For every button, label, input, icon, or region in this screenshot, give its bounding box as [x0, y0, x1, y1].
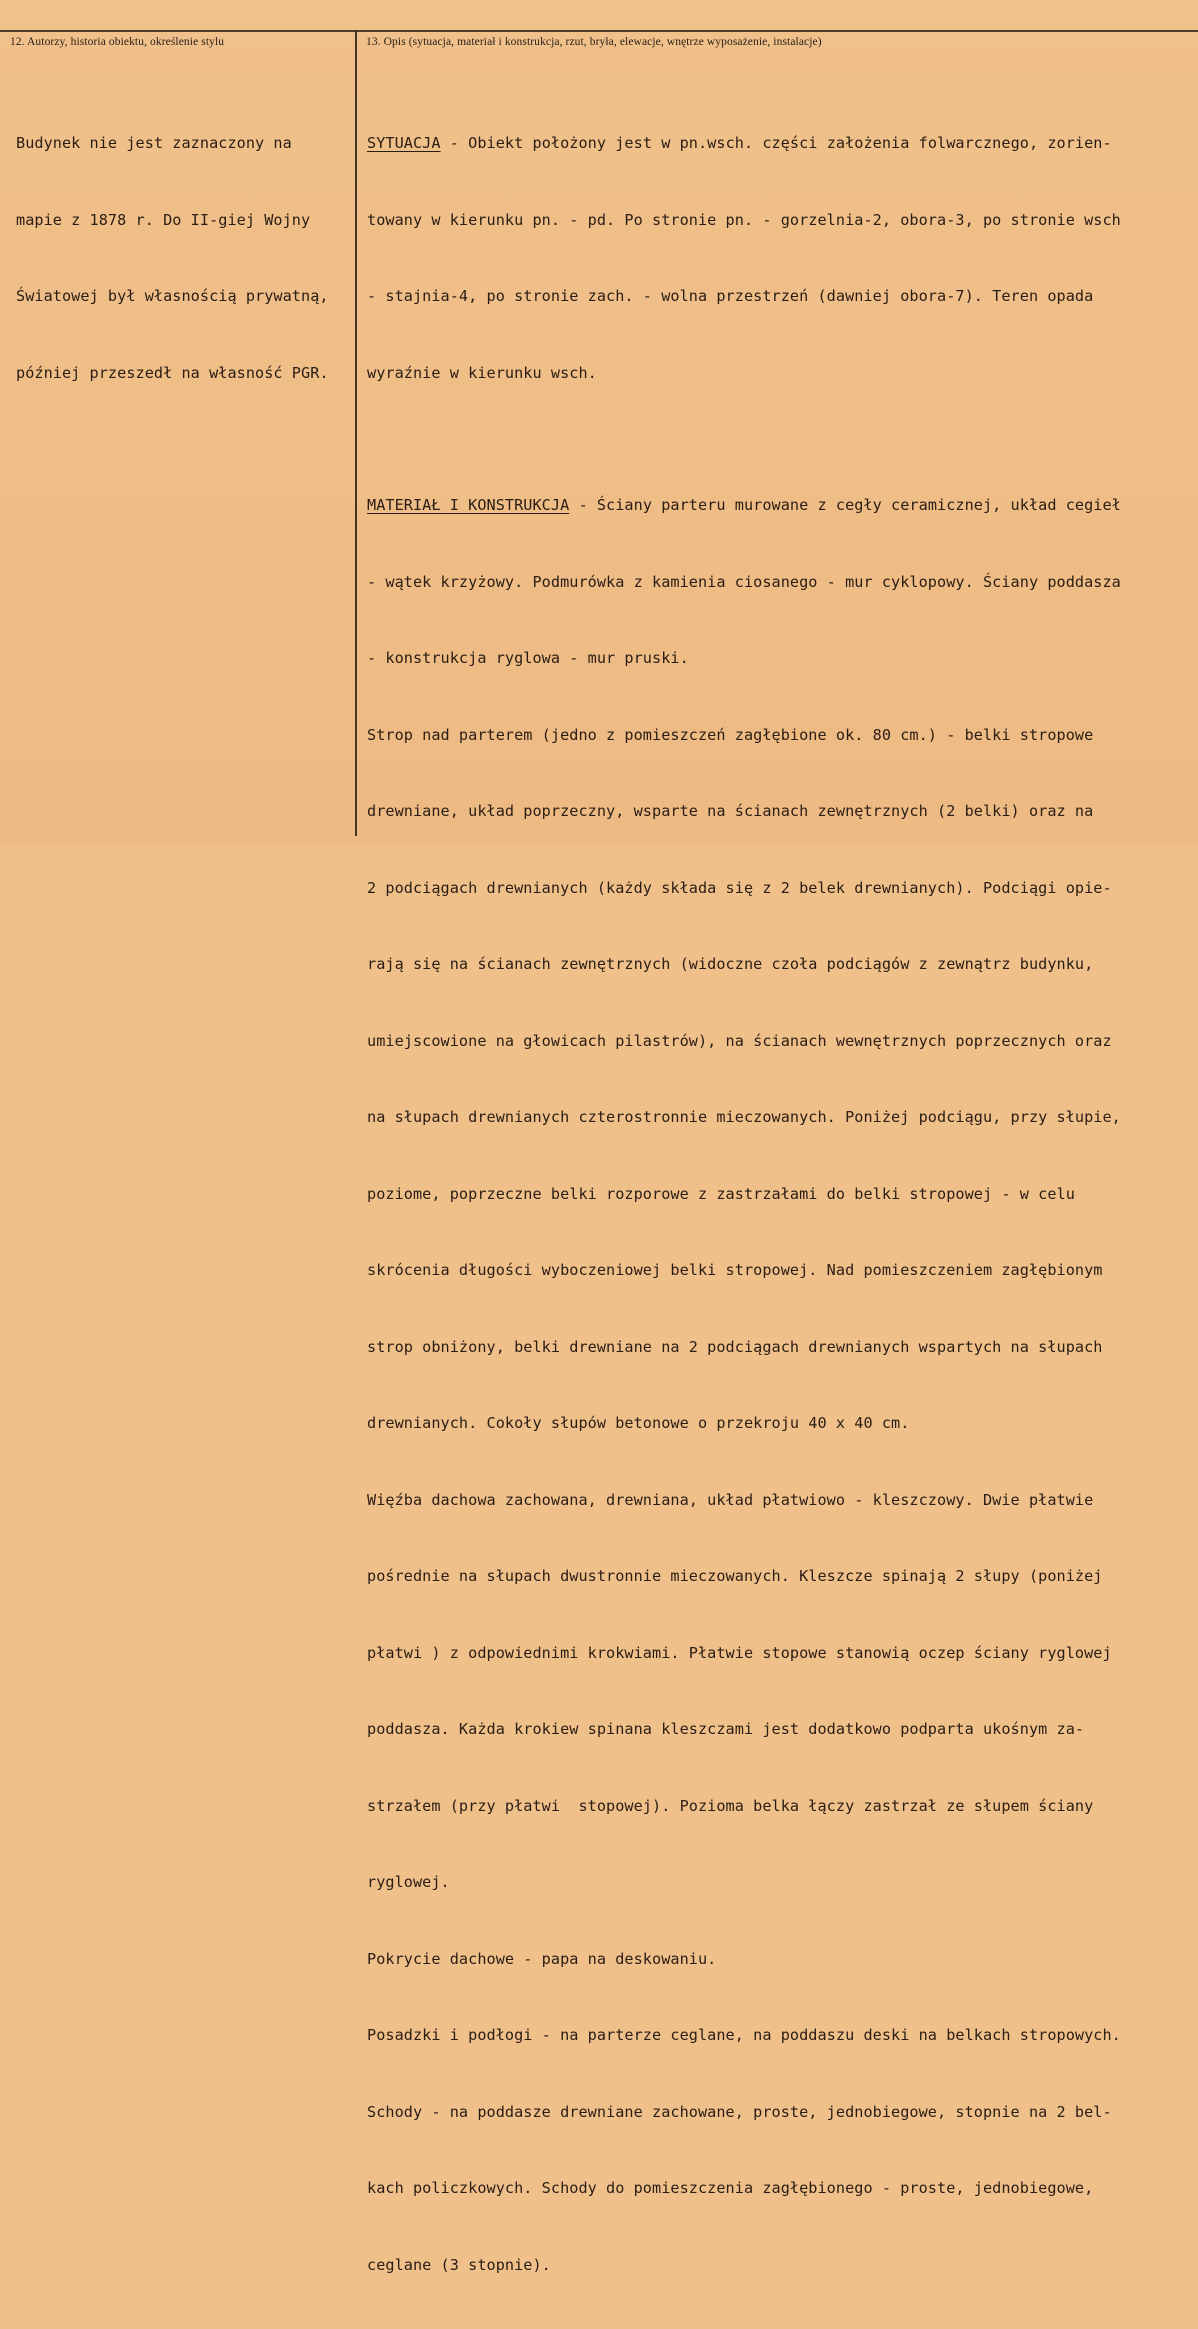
sytuacja-line: wyraźnie w kierunku wsch.: [367, 363, 597, 382]
header-rule: [0, 30, 1198, 32]
history-line: Światowej był własnością prywatną,: [16, 287, 329, 305]
material-line: poddasza. Każda krokiew spinana kleszczami jest dodatkowo podparta ukośnym za-: [367, 1720, 1085, 1738]
material-line: Posadzki i podłogi - na parterze ceglane, na poddaszu deski na belkach stropowych.: [367, 2026, 1121, 2044]
history-line: mapie z 1878 r. Do II-giej Wojny: [16, 210, 311, 229]
right-column-header: 13. Opis (sytuacja, materiał i konstrukcja, rzut, bryła, elewacje, wnętrze wyposażenie, instalacje): [366, 36, 822, 48]
material-line: rają się na ścianach zewnętrznych (widoczne czoła podciągów z zewnątrz budynku,: [367, 955, 1094, 973]
sytuacja-first-line: [367, 131, 1187, 157]
sytuacja-first-line-text: - Obiekt położony jest w pn.wsch. części założenia folwarcznego, zorien-: [440, 134, 1112, 152]
material-line: ceglane (3 stopnie).: [367, 2255, 551, 2274]
history-line: później przeszedł na własność PGR.: [16, 363, 329, 382]
material-line: Więźba dachowa zachowana, drewniana, układ płatwiowo - kleszczowy. Dwie płatwie: [367, 1490, 1094, 1509]
material-first-line-text: - Ściany parteru murowane z cegły ceramicznej, układ cegieł: [569, 496, 1121, 514]
history-line: Budynek nie jest zaznaczony na: [16, 134, 292, 152]
material-line: - wątek krzyżowy. Podmurówka z kamienia ciosanego - mur cyklopowy. Ściany poddasza: [367, 572, 1121, 591]
sytuacja-line: towany w kierunku pn. - pd. Po stronie pn. - gorzelnia-2, obora-3, po stronie wsch: [367, 210, 1121, 229]
material-line: strop obniżony, belki drewniane na 2 podciągach drewnianych wspartych na słupach: [367, 1337, 1103, 1356]
material-line: 2 podciągach drewnianych (każdy składa się z 2 belek drewnianych). Podciągi opie-: [367, 878, 1112, 897]
material-line: strzałem (przy płatwi stopowej). Pozioma belka łączy zastrzał ze słupem ściany: [367, 1796, 1094, 1815]
material-line: kach policzkowych. Schody do pomieszczenia zagłębionego - proste, jednobiegowe,: [367, 2179, 1094, 2197]
material-line: Schody - na poddasze drewniane zachowane, proste, jednobiegowe, stopnie na 2 bel-: [367, 2102, 1112, 2121]
material-line: skrócenia długości wyboczeniowej belki stropowej. Nad pomieszczeniem zagłębionym: [367, 1261, 1103, 1279]
material-line: pośrednie na słupach dwustronnie mieczowanych. Kleszcze spinają 2 słupy (poniżej: [367, 1567, 1103, 1585]
material-heading: MATERIAŁ I KONSTRUKCJA: [367, 496, 570, 514]
column-divider: [355, 30, 357, 836]
material-line: na słupach drewnianych czterostronnie mieczowanych. Poniżej podciągu, przy słupie,: [367, 1108, 1121, 1126]
left-column-header: 12. Autorzy, historia obiektu, określenie stylu: [10, 36, 225, 48]
material-line: poziome, poprzeczne belki rozporowe z zastrzałami do belki stropowej - w celu: [367, 1184, 1075, 1203]
material-line: płatwi ) z odpowiednimi krokwiami. Płatwie stopowe stanowią oczep ściany ryglowej: [367, 1643, 1112, 1662]
sytuacja-heading: SYTUACJA: [367, 134, 441, 152]
material-line: umiejscowione na głowicach pilastrów), na ścianach wewnętrznych poprzecznych oraz: [367, 1031, 1112, 1050]
material-line: - konstrukcja ryglowa - mur pruski.: [367, 649, 689, 667]
material-line: ryglowej.: [367, 1873, 450, 1891]
material-line: drewnianych. Cokoły słupów betonowe o przekroju 40 x 40 cm.: [367, 1414, 910, 1432]
material-first-line: [367, 493, 1187, 519]
sytuacja-line: - stajnia-4, po stronie zach. - wolna przestrzeń (dawniej obora-7). Teren opada: [367, 287, 1094, 305]
description-text: [367, 80, 1187, 2329]
material-line: drewniane, układ poprzeczny, wsparte na ścianach zewnętrznych (2 belki) oraz na: [367, 802, 1094, 820]
material-line: Pokrycie dachowe - papa na deskowaniu.: [367, 1949, 717, 1968]
history-text: [16, 80, 351, 437]
material-line: Strop nad parterem (jedno z pomieszczeń zagłębione ok. 80 cm.) - belki stropowe: [367, 725, 1094, 744]
